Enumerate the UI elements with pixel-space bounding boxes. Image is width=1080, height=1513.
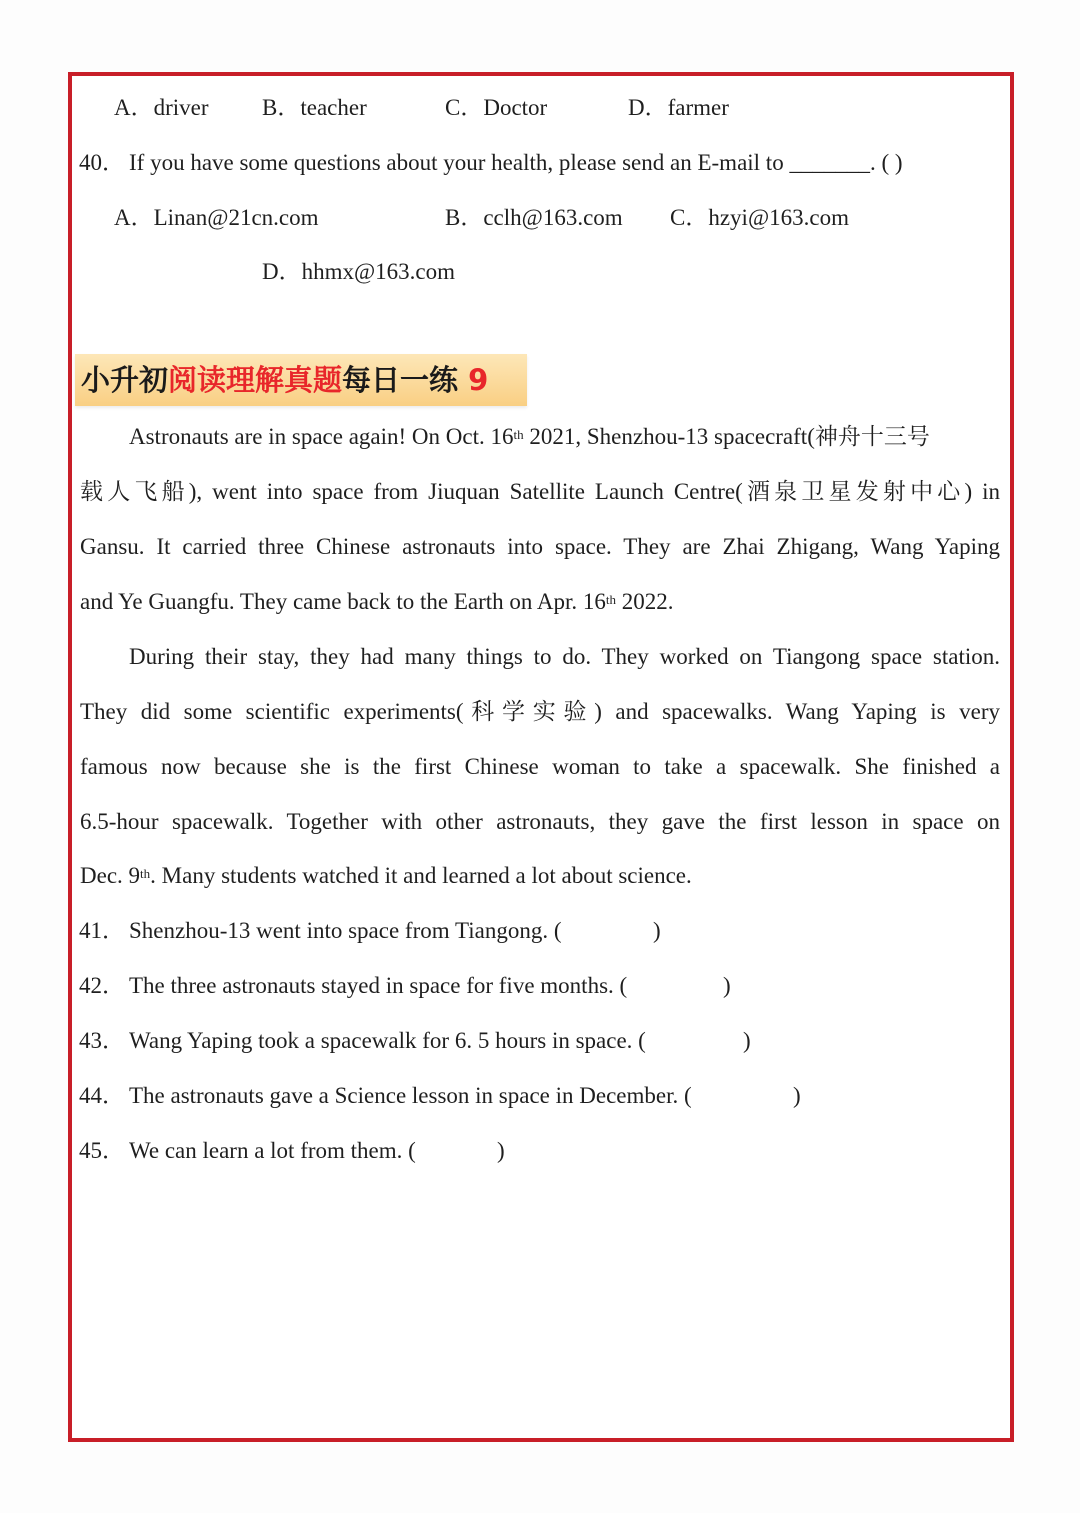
- q40-number: 40．: [79, 150, 125, 175]
- q39-option-b: B．teacher: [262, 95, 367, 120]
- passage-text: 2022.: [616, 589, 674, 614]
- question-number: 43．: [79, 1028, 125, 1053]
- superscript: th: [605, 592, 617, 607]
- q40-option-d: D．hhmx@163.com: [262, 259, 456, 284]
- question-number: 45．: [79, 1138, 125, 1163]
- question-text: We can learn a lot from them. (: [129, 1138, 416, 1163]
- passage-text: Astronauts are in space again! On Oct. 16: [129, 424, 514, 449]
- passage-line: 6.5-hour spacewalk. Together with other astronauts, they gave the first lesson in space on: [80, 809, 1000, 834]
- question-text: The astronauts gave a Science lesson in space in December. (: [129, 1083, 692, 1108]
- heading-part-1: 小升初: [81, 363, 169, 397]
- passage-line: famous now because she is the first Chinese woman to take a spacewalk. She finished a: [80, 754, 1000, 779]
- passage-line: Gansu. It carried three Chinese astronauts into space. They are Zhai Zhigang, Wang Yaping: [80, 534, 1000, 559]
- heading-part-4: 9: [468, 363, 489, 397]
- passage-line: [80, 587, 674, 617]
- q40-option-a: A．Linan@21cn.com: [114, 205, 319, 230]
- q39-option-d: D．farmer: [628, 95, 729, 120]
- answer-paren-close: ): [723, 973, 731, 998]
- q40-option-c: C．hzyi@163.com: [670, 205, 849, 230]
- passage-line: During their stay, they had many things to do. They worked on Tiangong space station.: [129, 644, 1000, 669]
- passage-line: They did some scientific experiments(科学实验) and spacewalks. Wang Yaping is very: [80, 699, 1000, 724]
- answer-paren-close: ): [497, 1138, 505, 1163]
- answer-paren-close: ): [653, 918, 661, 943]
- superscript: th: [140, 866, 151, 881]
- q39-option-c: C．Doctor: [445, 95, 548, 120]
- passage-line: [80, 861, 692, 891]
- answer-paren-close: ): [743, 1028, 751, 1053]
- q39-option-a: A．driver: [114, 95, 209, 120]
- passage-line: 载人飞船), went into space from Jiuquan Satellite Launch Centre(酒泉卫星发射中心) in: [80, 479, 1000, 504]
- question-number: 44．: [79, 1083, 125, 1108]
- question-text: Wang Yaping took a spacewalk for 6. 5 hours in space. (: [129, 1028, 646, 1053]
- section-heading-banner: [75, 354, 527, 406]
- question-text: The three astronauts stayed in space for five months. (: [129, 973, 628, 998]
- passage-text: Dec. 9: [80, 863, 141, 888]
- question-text: Shenzhou-13 went into space from Tiangong. (: [129, 918, 562, 943]
- passage-line: [129, 422, 930, 452]
- q40-text: If you have some questions about your health, please send an E-mail to _______. ( ): [129, 150, 903, 175]
- passage-text: . Many students watched it and learned a lot about science.: [150, 863, 692, 888]
- passage-text: and Ye Guangfu. They came back to the Earth on Apr. 16: [80, 589, 606, 614]
- question-number: 42．: [79, 973, 125, 998]
- heading-part-3: 每日一练: [342, 363, 459, 397]
- heading-part-2: 阅读理解真题: [168, 363, 343, 397]
- superscript: th: [513, 427, 524, 442]
- passage-text: 2021, Shenzhou-13 spacecraft(神舟十三号: [523, 424, 930, 449]
- answer-paren-close: ): [793, 1083, 801, 1108]
- q40-option-b: B．cclh@163.com: [445, 205, 623, 230]
- question-number: 41．: [79, 918, 125, 943]
